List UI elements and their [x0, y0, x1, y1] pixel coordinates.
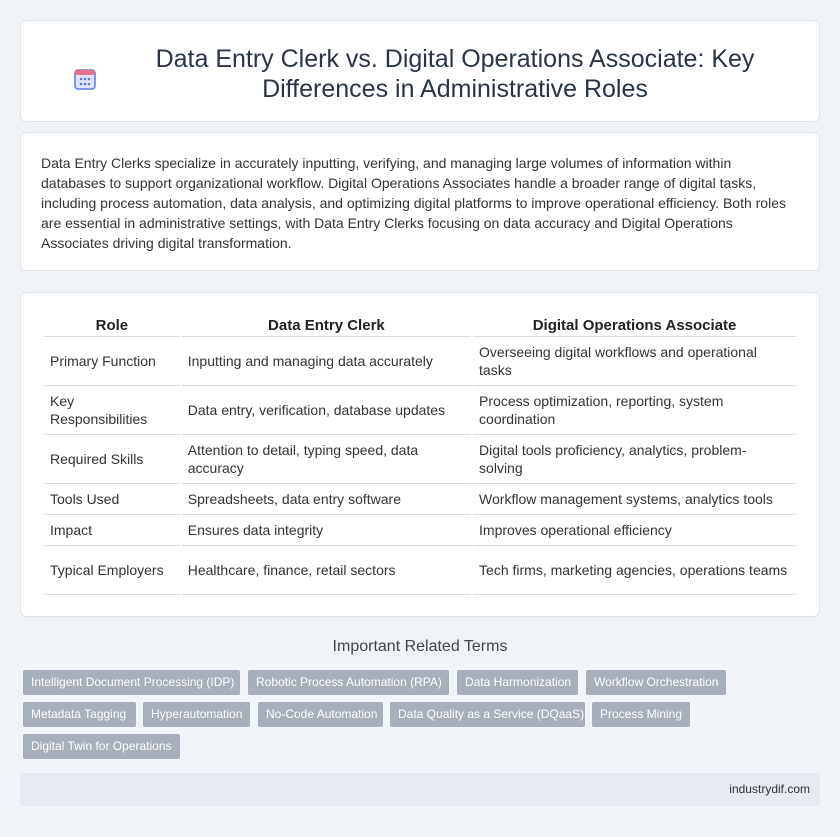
header-digital-operations-associate: Digital Operations Associate	[473, 311, 796, 337]
header-data-entry-clerk: Data Entry Clerk	[182, 311, 471, 337]
footer-site-link[interactable]: industrydif.com	[729, 782, 810, 796]
related-term-tag[interactable]: Process Mining	[592, 702, 690, 727]
row-label: Impact	[44, 515, 180, 546]
digital-operations-associate-cell: Workflow management systems, analytics tools	[473, 484, 796, 515]
data-entry-clerk-cell: Attention to detail, typing speed, data accuracy	[182, 435, 471, 484]
digital-operations-associate-cell: Improves operational efficiency	[473, 515, 796, 546]
intro-paragraph: Data Entry Clerks specialize in accurately inputting, verifying, and managing large volumes of information within databases to support organizational workflow. Digital Operations Associates handle a broader range of digital tasks, including process automation, data analysis, and optimizing digital platforms to improve operational efficiency. Both roles are essential in administrative settings, with Data Entry Clerks focusing on data accuracy and Digital Operations Associates driving digital transformation.	[41, 155, 786, 251]
related-term-tag[interactable]: Metadata Tagging	[23, 702, 136, 727]
data-entry-clerk-cell: Data entry, verification, database updates	[182, 386, 471, 435]
table-header-row	[44, 311, 796, 337]
table-row	[44, 337, 796, 386]
comparison-table	[42, 311, 798, 595]
calendar-icon	[73, 67, 97, 91]
table-row	[44, 546, 796, 595]
data-entry-clerk-cell: Spreadsheets, data entry software	[182, 484, 471, 515]
data-entry-clerk-cell: Healthcare, finance, retail sectors	[182, 546, 471, 595]
row-label: Typical Employers	[44, 546, 180, 595]
table-row	[44, 386, 796, 435]
related-term-tag[interactable]: Data Harmonization	[457, 670, 578, 695]
row-label: Tools Used	[44, 484, 180, 515]
table-row	[44, 515, 796, 546]
row-label: Required Skills	[44, 435, 180, 484]
footer	[20, 773, 820, 806]
related-term-tag[interactable]: Data Quality as a Service (DQaaS)	[390, 702, 585, 727]
data-entry-clerk-cell: Inputting and managing data accurately	[182, 337, 471, 386]
digital-operations-associate-cell: Process optimization, reporting, system coordination	[473, 386, 796, 435]
row-label: Key Responsibilities	[44, 386, 180, 435]
intro-card	[20, 132, 820, 271]
data-entry-clerk-cell: Ensures data integrity	[182, 515, 471, 546]
digital-operations-associate-cell: Digital tools proficiency, analytics, problem-solving	[473, 435, 796, 484]
table-row	[44, 484, 796, 515]
related-term-tag[interactable]: Digital Twin for Operations	[23, 734, 180, 759]
related-term-tag[interactable]: Hyperautomation	[143, 702, 250, 727]
table-row	[44, 435, 796, 484]
related-term-tag[interactable]: No-Code Automation	[258, 702, 383, 727]
digital-operations-associate-cell: Overseeing digital workflows and operational tasks	[473, 337, 796, 386]
row-label: Primary Function	[44, 337, 180, 386]
digital-operations-associate-cell: Tech firms, marketing agencies, operations teams	[473, 546, 796, 595]
header-role: Role	[44, 311, 180, 337]
title-card	[20, 20, 820, 122]
related-term-tag[interactable]: Intelligent Document Processing (IDP)	[23, 670, 240, 695]
related-term-tag[interactable]: Workflow Orchestration	[586, 670, 726, 695]
comparison-card	[20, 292, 820, 617]
page-title: Data Entry Clerk vs. Digital Operations Associate: Key Differences in Administrative Roles	[155, 45, 755, 103]
related-term-tag[interactable]: Robotic Process Automation (RPA)	[248, 670, 449, 695]
related-terms-heading: Important Related Terms	[332, 638, 508, 655]
